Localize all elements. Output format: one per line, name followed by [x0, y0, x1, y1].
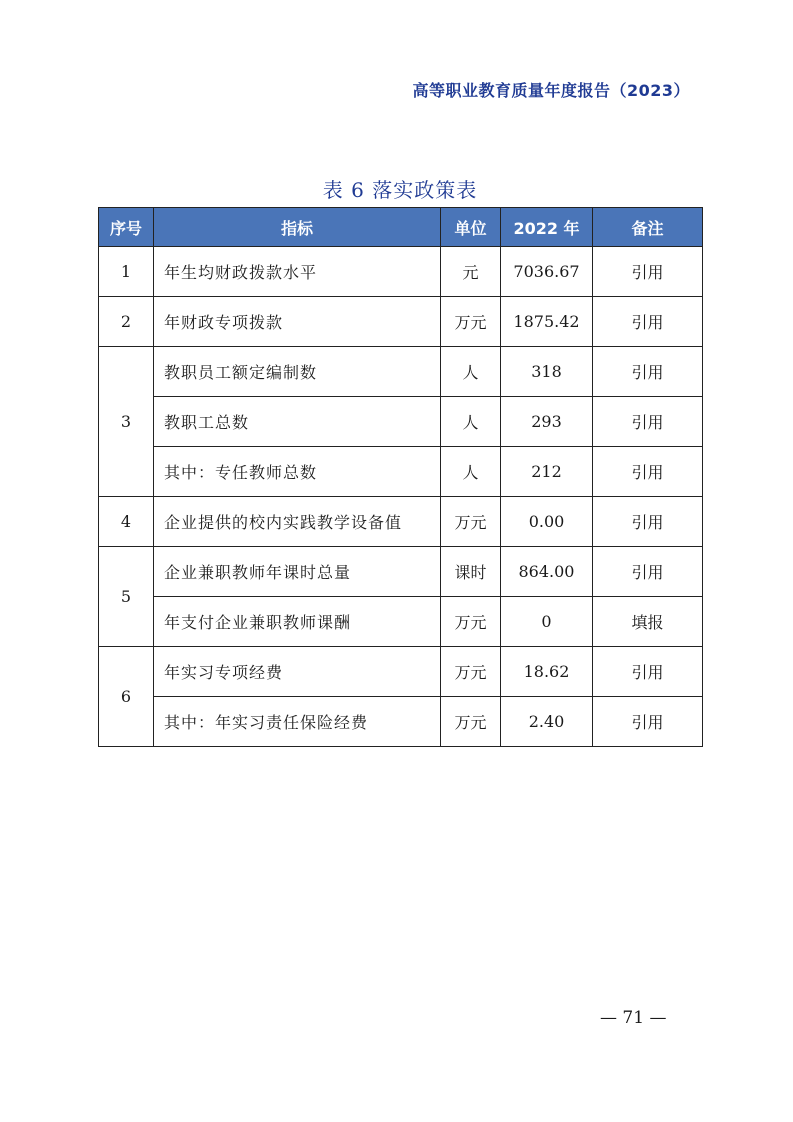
indicator-cell: 年支付企业兼职教师课酬: [154, 597, 441, 647]
row-number-cell: 2: [99, 297, 154, 347]
value-cell: 864.00: [501, 547, 593, 597]
indicator-cell: 年生均财政拨款水平: [154, 247, 441, 297]
unit-cell: 人: [441, 347, 501, 397]
table-row: [99, 497, 703, 547]
indicator-cell: 年实习专项经费: [154, 647, 441, 697]
value-cell: 318: [501, 347, 593, 397]
table-body: [99, 247, 703, 747]
column-header-year: 2022 年: [501, 208, 593, 247]
row-number-cell: 5: [99, 547, 154, 647]
indicator-cell: 其中：专任教师总数: [154, 447, 441, 497]
remark-cell: 引用: [593, 497, 703, 547]
remark-cell: 引用: [593, 447, 703, 497]
table-row: [99, 597, 703, 647]
value-cell: 212: [501, 447, 593, 497]
remark-cell: 引用: [593, 697, 703, 747]
remark-cell: 引用: [593, 347, 703, 397]
unit-cell: 人: [441, 397, 501, 447]
value-cell: 0: [501, 597, 593, 647]
remark-cell: 引用: [593, 397, 703, 447]
table-row: [99, 647, 703, 697]
table-row: [99, 347, 703, 397]
indicator-cell: 教职工总数: [154, 397, 441, 447]
column-header-remark: 备注: [593, 208, 703, 247]
indicator-cell: 企业提供的校内实践教学设备值: [154, 497, 441, 547]
column-header-indicator: 指标: [154, 208, 441, 247]
unit-cell: 万元: [441, 697, 501, 747]
table-row: [99, 397, 703, 447]
table-row: [99, 247, 703, 297]
remark-cell: 引用: [593, 647, 703, 697]
table-title: 表 6 落实政策表: [322, 178, 478, 202]
unit-cell: 课时: [441, 547, 501, 597]
value-cell: 293: [501, 397, 593, 447]
table-header-row: [99, 208, 703, 247]
unit-cell: 万元: [441, 497, 501, 547]
row-number-cell: 6: [99, 647, 154, 747]
unit-cell: 万元: [441, 597, 501, 647]
policy-table: [98, 207, 703, 747]
indicator-cell: 其中：年实习责任保险经费: [154, 697, 441, 747]
table-row: [99, 697, 703, 747]
remark-cell: 引用: [593, 547, 703, 597]
value-cell: 2.40: [501, 697, 593, 747]
remark-cell: 引用: [593, 247, 703, 297]
remark-cell: 填报: [593, 597, 703, 647]
unit-cell: 人: [441, 447, 501, 497]
row-number-cell: 3: [99, 347, 154, 497]
value-cell: 1875.42: [501, 297, 593, 347]
indicator-cell: 年财政专项拨款: [154, 297, 441, 347]
running-header: 高等职业教育质量年度报告（2023）: [412, 81, 690, 100]
table-row: [99, 547, 703, 597]
row-number-cell: 1: [99, 247, 154, 297]
unit-cell: 元: [441, 247, 501, 297]
unit-cell: 万元: [441, 647, 501, 697]
indicator-cell: 企业兼职教师年课时总量: [154, 547, 441, 597]
row-number-cell: 4: [99, 497, 154, 547]
value-cell: 18.62: [501, 647, 593, 697]
column-header-no: 序号: [99, 208, 154, 247]
remark-cell: 引用: [593, 297, 703, 347]
table-row: [99, 447, 703, 497]
value-cell: 0.00: [501, 497, 593, 547]
table-row: [99, 297, 703, 347]
indicator-cell: 教职员工额定编制数: [154, 347, 441, 397]
unit-cell: 万元: [441, 297, 501, 347]
value-cell: 7036.67: [501, 247, 593, 297]
column-header-unit: 单位: [441, 208, 501, 247]
page-number: — 71 —: [600, 1008, 667, 1028]
